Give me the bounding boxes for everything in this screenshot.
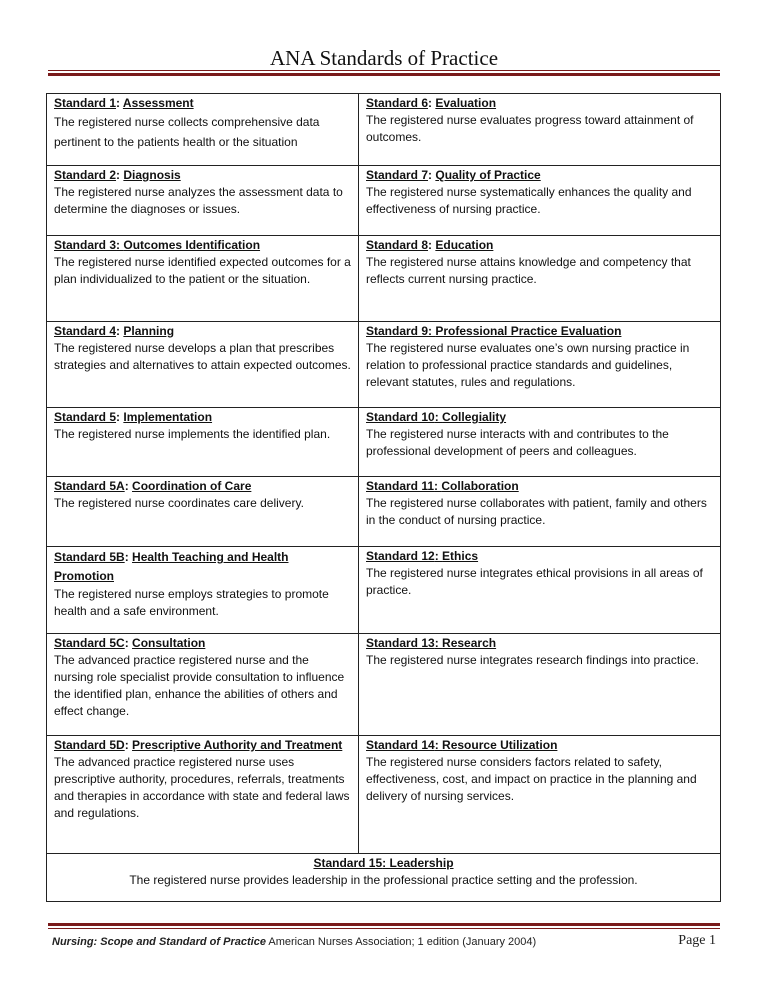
standard-cell xyxy=(359,322,721,408)
title-rule-thin xyxy=(48,70,720,71)
standard-heading: Standard 11: Collaboration xyxy=(366,479,519,493)
standard-cell xyxy=(359,547,721,634)
standard-heading: Standard 7: Quality of Practice xyxy=(366,168,541,182)
standard-heading: Standard 5A: Coordination of Care xyxy=(54,479,252,493)
page-footer xyxy=(52,933,716,948)
standard-cell xyxy=(359,166,721,236)
footer-publisher: American Nurses Association; 1 edition (January 2004) xyxy=(268,936,537,948)
standard-heading: Standard 2: Diagnosis xyxy=(54,168,181,182)
standard-description: The registered nurse analyzes the assessment data to determine the diagnoses or issues. xyxy=(54,185,343,216)
standard-cell xyxy=(47,547,359,634)
document-title: ANA Standards of Practice xyxy=(269,46,499,70)
standard-description: The registered nurse integrates ethical provisions in all areas of practice. xyxy=(366,566,703,597)
standard-cell xyxy=(47,634,359,736)
table-row xyxy=(47,736,721,854)
standard-cell xyxy=(47,236,359,322)
standard-description: The advanced practice registered nurse and the nursing role specialist provide consultation to influence the identified plan, enhance the abilities of others and effect change. xyxy=(54,653,345,718)
standard-description: The registered nurse evaluates progress toward attainment of outcomes. xyxy=(366,113,694,144)
standard-heading: Standard 5C: Consultation xyxy=(54,636,206,650)
table-row xyxy=(47,408,721,477)
standard-description: The advanced practice registered nurse uses prescriptive authority, procedures, referrals, treatments and therapies in accordance with state and federal laws and regulations. xyxy=(54,755,350,820)
table-row xyxy=(47,477,721,547)
standard-description: The registered nurse integrates research findings into practice. xyxy=(366,653,699,667)
standard-heading: Standard 14: Resource Utilization xyxy=(366,738,558,752)
standard-description: The registered nurse coordinates care delivery. xyxy=(54,496,304,510)
standard-description: The registered nurse evaluates one’s own nursing practice in relation to professional practice standards and guidelines, relevant statutes, rules and regulations. xyxy=(366,341,690,389)
standard-heading: Standard 12: Ethics xyxy=(366,549,479,563)
standard-heading: Standard 5B: Health Teaching and Health Promotion xyxy=(54,550,289,583)
standard-heading: Standard 6: Evaluation xyxy=(366,96,497,110)
standard-heading: Standard 1: Assessment xyxy=(54,96,194,110)
standard-cell xyxy=(359,736,721,854)
standard-description: The registered nurse collaborates with patient, family and others in the conduct of nursing practice. xyxy=(366,496,707,527)
standard-heading: Standard 8: Education xyxy=(366,238,494,252)
standard-description: The registered nurse interacts with and contributes to the professional development of peers and colleagues. xyxy=(366,427,669,458)
table-row xyxy=(47,236,721,322)
standard-cell xyxy=(359,236,721,322)
table-row xyxy=(47,94,721,166)
standards-table xyxy=(46,93,721,902)
table-row xyxy=(47,547,721,634)
standard-cell xyxy=(359,477,721,547)
standard-heading: Standard 10: Collegiality xyxy=(366,410,507,424)
standard-heading: Standard 5: Implementation xyxy=(54,410,213,424)
standard-cell xyxy=(47,477,359,547)
standard-cell xyxy=(359,634,721,736)
standard-description: The registered nurse develops a plan that prescribes strategies and alternatives to attain expected outcomes. xyxy=(54,341,351,372)
table-row xyxy=(47,854,721,902)
standard-heading: Standard 13: Research xyxy=(366,636,497,650)
footer-book-title: Nursing: Scope and Standard of Practice xyxy=(52,936,266,948)
table-row xyxy=(47,322,721,408)
standard-description: The registered nurse considers factors related to safety, effectiveness, cost, and impact on practice in the planning and delivery of nursing services. xyxy=(366,755,697,803)
standard-cell xyxy=(47,322,359,408)
table-row xyxy=(47,634,721,736)
standard-description: The registered nurse identified expected outcomes for a plan individualized to the patient or the situation. xyxy=(54,255,351,286)
leadership-cell xyxy=(47,854,721,902)
standard-description: The registered nurse employs strategies to promote health and a safe environment. xyxy=(54,587,329,618)
standard-description: The registered nurse implements the identified plan. xyxy=(54,427,331,441)
page-number: Page 1 xyxy=(678,933,716,948)
standard-heading: Standard 3: Outcomes Identification xyxy=(54,238,261,252)
standard-description: The registered nurse attains knowledge and competency that reflects current nursing practice. xyxy=(366,255,691,286)
standard-description: The registered nurse collects comprehensive data pertinent to the patients health or the situation xyxy=(54,115,320,149)
table-row xyxy=(47,166,721,236)
standard-heading: Standard 9: Professional Practice Evaluation xyxy=(366,324,622,338)
standard-heading: Standard 5D: Prescriptive Authority and Treatment xyxy=(54,738,343,752)
standard-cell xyxy=(359,408,721,477)
footer-rule-thin xyxy=(48,928,720,929)
standard-cell xyxy=(47,736,359,854)
standard-heading: Standard 15: Leadership xyxy=(313,856,454,870)
standard-heading: Standard 4: Planning xyxy=(54,324,175,338)
standard-description: The registered nurse systematically enhances the quality and effectiveness of nursing practice. xyxy=(366,185,692,216)
standard-cell xyxy=(47,408,359,477)
standard-cell xyxy=(359,94,721,166)
standard-cell xyxy=(47,94,359,166)
standard-description: The registered nurse provides leadership in the professional practice setting and the profession. xyxy=(129,873,638,887)
title-rule-thick xyxy=(48,73,720,76)
standard-cell xyxy=(47,166,359,236)
footer-rule-thick xyxy=(48,923,720,926)
